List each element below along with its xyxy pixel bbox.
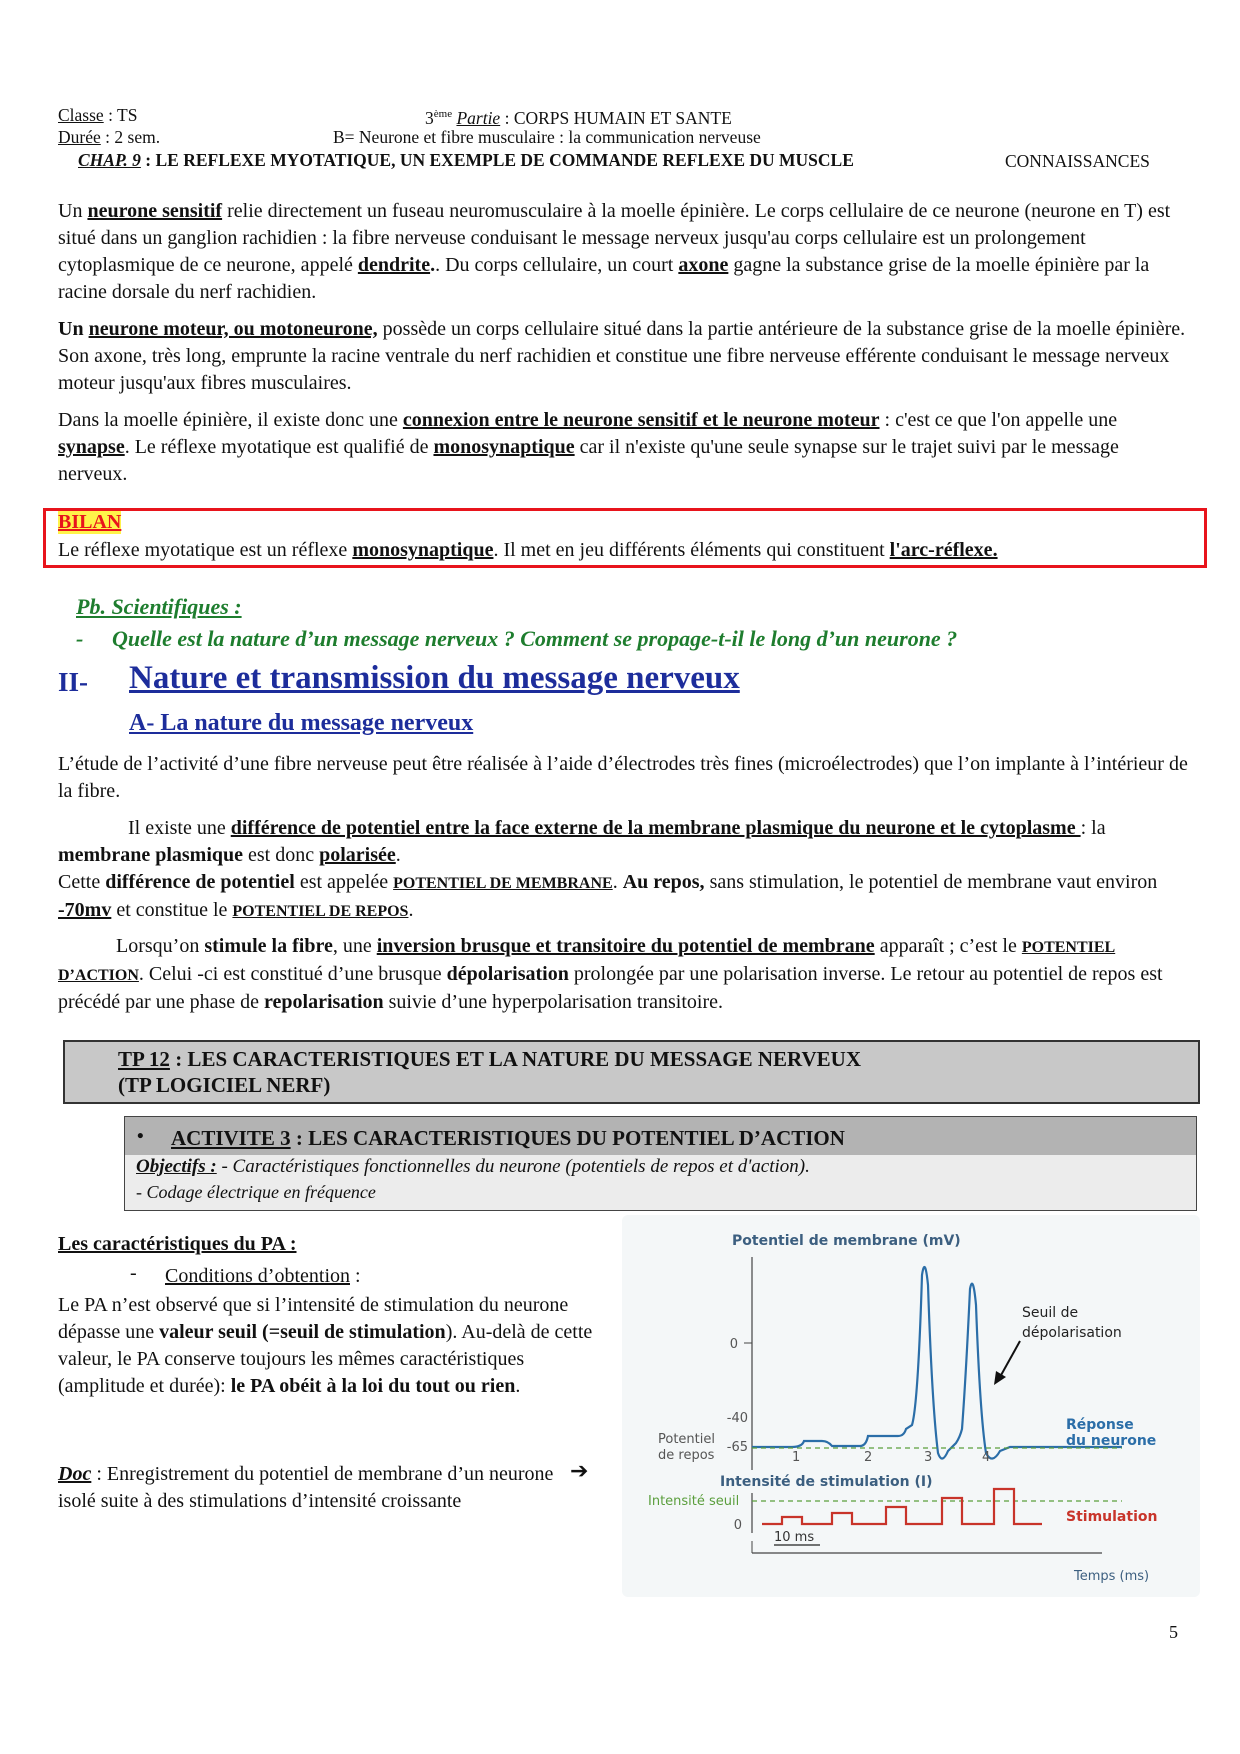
fig-n2: 2 (864, 1450, 873, 1465)
activite-objectifs: Objectifs : - Caractéristiques fonctionnelles du neurone (potentiels de repos et d'action). (136, 1156, 810, 1177)
problem-label: Pb. Scientifiques : (76, 594, 242, 619)
header-classe: Classe : TS (58, 105, 138, 125)
fig-intensite-seuil: Intensité seuil (648, 1494, 740, 1509)
bilan-title: BILAN (58, 511, 122, 533)
paragraph-ddp: Il existe une différence de potentiel entre la face externe de la membrane plasmique du neurone et le cytoplasme : la membrane plasmique est donc polarisée. (58, 817, 1106, 866)
fig-n4: 4 (982, 1450, 991, 1465)
fig-stim-0: 0 (733, 1518, 742, 1533)
fig-n1: 1 (792, 1450, 801, 1465)
chapter-title: CHAP. 9 : LE REFLEXE MYOTATIQUE, UN EXEMPLE DE COMMANDE REFLEXE DU MUSCLE (78, 150, 854, 170)
header-partie: 3ème Partie : CORPS HUMAIN ET SANTE (425, 107, 732, 128)
header-section: B= Neurone et fibre musculaire : la communication nerveuse (333, 127, 761, 147)
carac-conditions: Conditions d’obtention : (165, 1265, 361, 1287)
header-duree: Durée : 2 sem. (58, 127, 161, 147)
bilan-text: Le réflexe myotatique est un réflexe monosynaptique. Il met en jeu différents éléments qui constituent l'arc-réflexe. (58, 539, 998, 561)
paragraph-etude: L’étude de l’activité d’une fibre nerveuse peut être réalisée à l’aide d’électrodes très fines (microélectrodes) que l’on implante à l’intérieur de la fibre. (58, 753, 1188, 802)
tp-subtitle: (TP LOGICIEL NERF) (118, 1073, 331, 1097)
fig-temps-label: Temps (ms) (1074, 1569, 1150, 1584)
tp-title: TP 12 : LES CARACTERISTIQUES ET LA NATURE DU MESSAGE NERVEUX (118, 1047, 861, 1071)
activite-title: ACTIVITE 3 : LES CARACTERISTIQUES DU POTENTIEL D’ACTION (171, 1126, 845, 1150)
paragraph-potentiel-membrane: Cette différence de potentiel est appelée POTENTIEL DE MEMBRANE. Au repos, sans stimulation, le potentiel de membrane vaut environ -70mv et constitue le POTENTIEL DE REPOS. (58, 871, 1158, 921)
fig-tick-m40-label: -40 (726, 1411, 748, 1426)
carac-text: Le PA n’est observé que si l’intensité de stimulation du neurone dépasse une valeur seuil (=seuil de stimulation). Au-delà de cette valeur, le PA conserve toujours les mêmes caractéristiques (amplitude et durée): le PA obéit à la loi du tout ou rien. (58, 1294, 593, 1397)
fig-seuil-label-1: Seuil de (1022, 1305, 1079, 1321)
fig-tick-0-label: 0 (729, 1337, 738, 1352)
fig-repos-label-2: de repos (658, 1448, 715, 1463)
activite-bullet: • (137, 1126, 144, 1147)
problem-question: Quelle est la nature d’un message nerveux ? Comment se propage-t-il le long d’un neurone ? (112, 626, 958, 651)
carac-title: Les caractéristiques du PA : (58, 1233, 297, 1255)
doc-caption: Doc : Enregistrement du potentiel de membrane d’un neurone isolé suite à des stimulations d’intensité croissante (58, 1463, 554, 1512)
fig-n3: 3 (924, 1450, 933, 1465)
fig-reponse-1: Réponse (1066, 1417, 1134, 1433)
paragraph-neurone-sensitif: Un neurone sensitif relie directement un fuseau neuromusculaire à la moelle épinière. Le corps cellulaire de ce neurone (neurone en T) est situé dans un ganglion rachidien : la fibre nerveuse conduisant le message nerveux jusqu'au corps cellulaire est un prolongement cytoplasmique de ce neurone, appelé dendrite.. Du corps cellulaire, un court axone gagne la substance grise de la moelle épinière par la racine dorsale du nerf rachidien. (58, 200, 1171, 303)
figure-background (622, 1215, 1200, 1597)
chapter-tag: CONNAISSANCES (1005, 151, 1150, 171)
paragraph-motoneurone: Un neurone moteur, ou motoneurone, possède un corps cellulaire situé dans la partie antérieure de la substance grise de la moelle épinière. Son axone, très long, emprunte la racine ventrale du nerf rachidien et constitue une fibre nerveuse efférente conduisant le message nerveux moteur jusqu'aux fibres musculaires. (58, 318, 1186, 394)
fig-stim-title: Intensité de stimulation (I) (720, 1474, 933, 1490)
subsection-title: A- La nature du message nerveux (129, 710, 474, 736)
carac-dash: - (130, 1262, 137, 1284)
fig-seuil-label-2: dépolarisation (1022, 1325, 1122, 1341)
fig-repos-label-1: Potentiel (658, 1432, 715, 1447)
arrow-right-icon: ➔ (570, 1458, 589, 1483)
paragraph-potentiel-action: Lorsqu’on stimule la fibre, une inversion brusque et transitoire du potentiel de membrane apparaît ; c’est le POTENTIEL D’ACTION. Celui -ci est constitué d’une brusque dépolarisation prolongée par une polarisation inverse. Le retour au potentiel de repos est précédé par une phase de repolarisation suivie d’une hyperpolarisation transitoire. (58, 935, 1163, 1013)
section-number: II- (58, 667, 89, 697)
section-title: Nature et transmission du message nerveux (129, 660, 740, 696)
paragraph-synapse: Dans la moelle épinière, il existe donc une connexion entre le neurone sensitif et le neurone moteur : c'est ce que l'on appelle une synapse. Le réflexe myotatique est qualifié de monosynaptique car il n'existe qu'une seule synapse sur le trajet suivi par le message nerveux. (58, 409, 1119, 485)
fig-stimulation-label: Stimulation (1066, 1509, 1158, 1525)
figure-potentiel-action (622, 1215, 1200, 1597)
activite-objectif-2: - Codage électrique en fréquence (136, 1182, 376, 1202)
fig-y-title: Potentiel de membrane (mV) (732, 1233, 961, 1249)
problem-dash: - (76, 626, 84, 651)
page-number: 5 (1169, 1622, 1178, 1642)
fig-reponse-2: du neurone (1066, 1433, 1157, 1449)
fig-tick-m65-label: -65 (726, 1440, 748, 1455)
fig-scale-label: 10 ms (774, 1530, 815, 1545)
